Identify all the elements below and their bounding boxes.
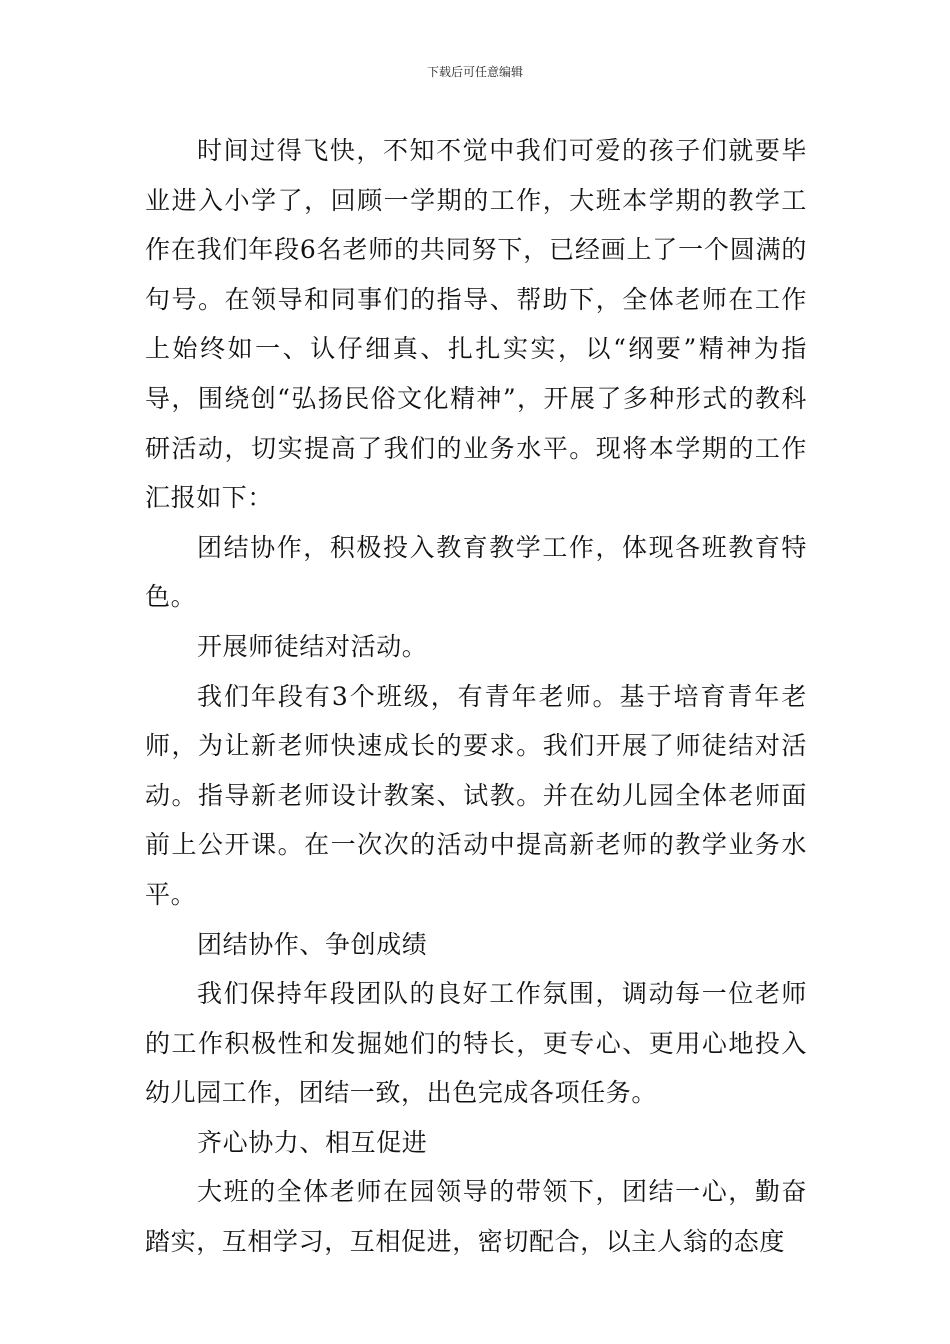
paragraph-heading-mentorship: 开展师徒结对活动。 <box>197 631 428 661</box>
paragraph-teamwork: 我们保持年段团队的良好工作氛围，调动每一位老师的工作积极性和发掘她们的特长，更专心、更用心地投入幼儿园工作，团结一致，出色完成各项任务。 <box>145 979 807 1108</box>
page-header-note: 下载后可任意编辑 <box>426 65 523 79</box>
document-body <box>145 126 807 1267</box>
paragraph-intro: 时间过得飞快，不知不觉中我们可爱的孩子们就要毕业进入小学了，回顾一学期的工作，大班本学期的教学工作在我们年段6名老师的共同努下，已经画上了一个圆满的句号。在领导和同事们的指导、帮助下，全体老师在工作上始终如一、认仔细真、扎扎实实，以“纲要”精神为指导，围绕创“弘扬民俗文化精神”，开展了多种形式的教科研活动，切实提高了我们的业务水平。现将本学期的工作汇报如下： <box>145 136 807 513</box>
paragraph-heading-cooperation: 齐心协力、相互促进 <box>197 1127 428 1157</box>
paragraph-cooperation: 大班的全体老师在园领导的带领下，团结一心，勤奋踏实，互相学习，互相促进，密切配合，以主人翁的态度 <box>145 1177 807 1257</box>
paragraph-heading-teamwork: 团结协作、争创成绩 <box>197 929 428 959</box>
paragraph-section-unity: 团结协作，积极投入教育教学工作，体现各班教育特色。 <box>145 532 807 612</box>
paragraph-mentorship: 我们年段有3个班级，有青年老师。基于培育青年老师，为让新老师快速成长的要求。我们开展了师徒结对活动。指导新老师设计教案、试教。并在幼儿园全体老师面前上公开课。在一次次的活动中提高新老师的教学业务水平。 <box>145 681 807 909</box>
